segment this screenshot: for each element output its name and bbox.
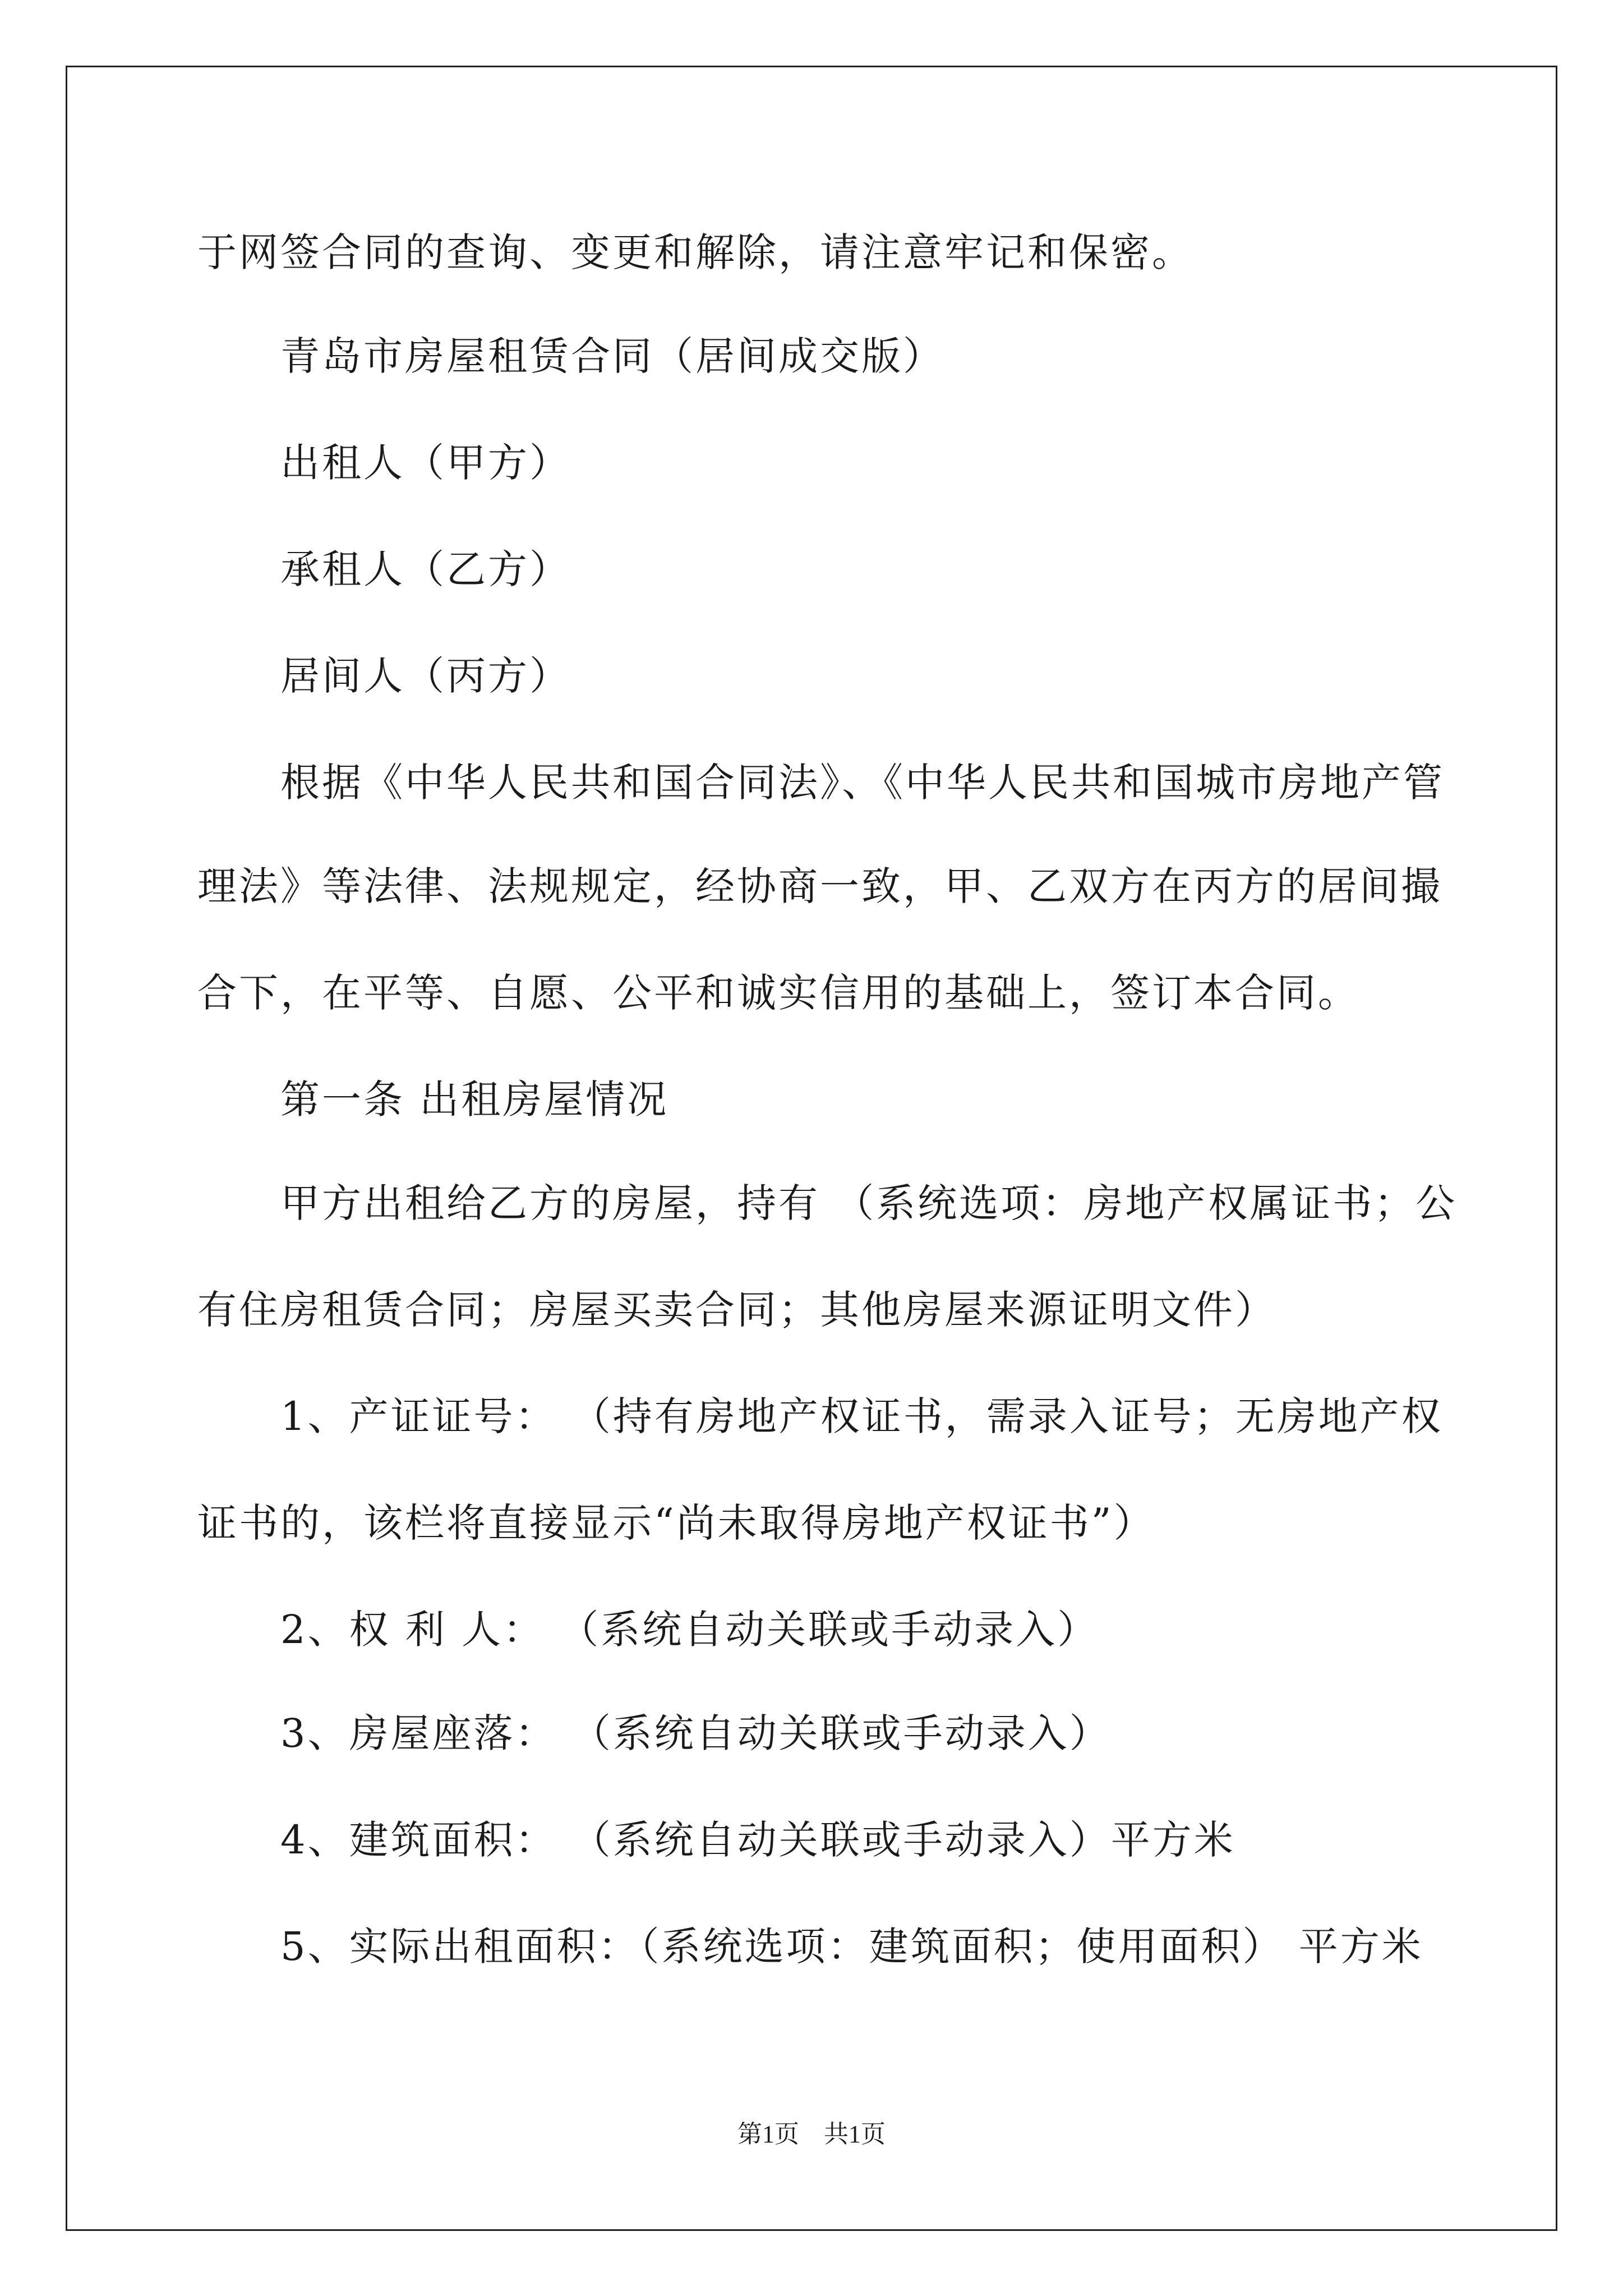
article-1-line-1: 甲方出租给乙方的房屋，持有 （系统选项：房地产权属证书；公 <box>280 1180 1458 1226</box>
item-2-line: 2、权 利 人： （系统自动关联或手动录入） <box>280 1607 1099 1653</box>
preamble-line-3: 合下，在平等、自愿、公平和诚实信用的基础上，签订本合同。 <box>197 970 1359 1016</box>
party-a-line: 出租人（甲方） <box>280 440 571 486</box>
party-b-line: 承租人（乙方） <box>280 546 571 592</box>
contract-title: 青岛市房屋租赁合同（居间成交版） <box>280 333 944 379</box>
preamble-line-2: 理法》等法律、法规规定，经协商一致，甲、乙双方在丙方的居间撮 <box>197 863 1442 909</box>
article-1-line-2: 有住房租赁合同；房屋买卖合同；其他房屋来源证明文件） <box>197 1287 1276 1333</box>
item-3-line: 3、房屋座落： （系统自动关联或手动录入） <box>280 1710 1111 1756</box>
article-1-heading: 第一条 出租房屋情况 <box>280 1076 669 1122</box>
party-c-line: 居间人（丙方） <box>280 653 571 699</box>
item-5-line: 5、实际出租面积：（系统选项：建筑面积；使用面积） 平方米 <box>280 1924 1423 1970</box>
text-line-1: 于网签合同的查询、变更和解除，请注意牢记和保密。 <box>197 229 1193 275</box>
page-border <box>66 66 1557 2231</box>
page-number: 第1页 共1页 <box>737 2120 886 2148</box>
item-1-line-2: 证书的，该栏将直接显示“尚未取得房地产权证书”） <box>197 1500 1155 1546</box>
item-1-line-1: 1、产证证号： （持有房地产权证书，需录入证号；无房地产权 <box>280 1393 1443 1439</box>
item-4-line: 4、建筑面积： （系统自动关联或手动录入）平方米 <box>280 1817 1235 1863</box>
preamble-line-1: 根据《中华人民共和国合同法》、《中华人民共和国城市房地产管 <box>280 760 1445 806</box>
